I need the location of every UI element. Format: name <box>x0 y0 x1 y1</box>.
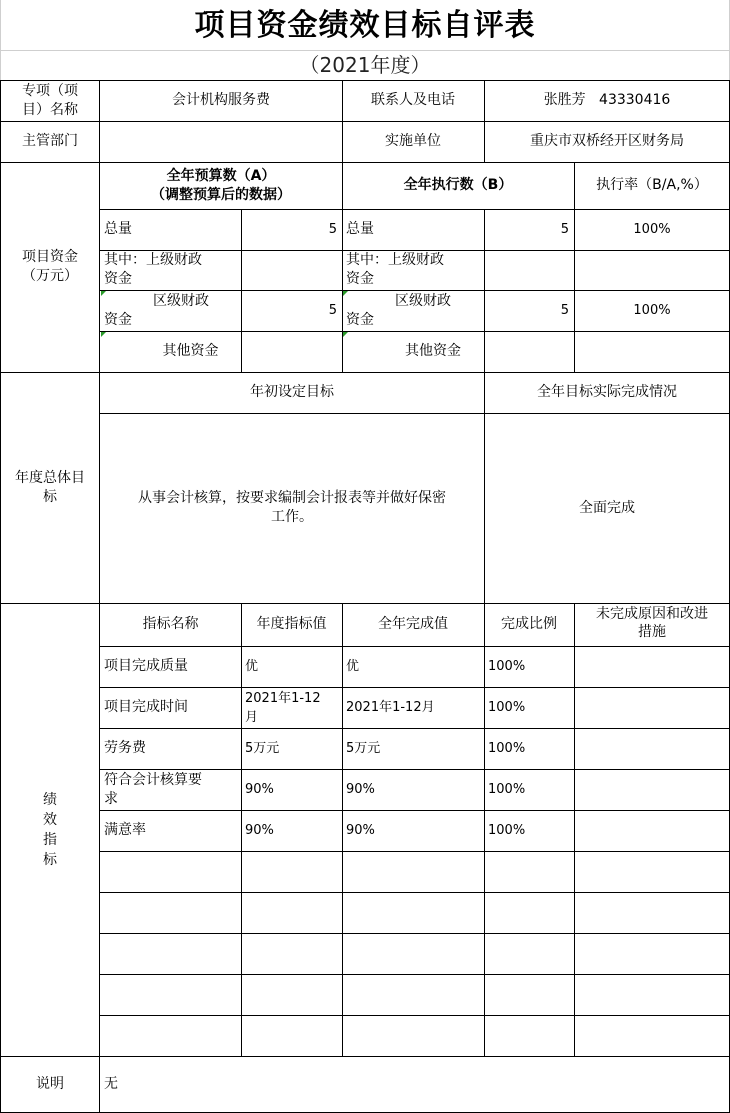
indicator-name: 劳务费 <box>104 740 146 756</box>
indicator-name <box>100 933 241 974</box>
budget-upper-value <box>241 250 342 290</box>
indicator-reason <box>574 810 730 851</box>
page-title: 项目资金绩效目标自评表 <box>194 7 536 43</box>
budget-other-value <box>241 331 342 372</box>
rate-header: 执行率（B/A,%） <box>596 177 708 193</box>
indicator-name: 符合会计核算要 求 <box>104 771 202 807</box>
indicator-name: 满意率 <box>104 822 146 838</box>
goals-set-header: 年初设定目标 <box>250 384 334 400</box>
budget-total-value: 5 <box>328 222 337 237</box>
year-label: （2021年度） <box>299 52 431 77</box>
budget-total-label: 总量 <box>104 221 132 237</box>
indicator-ratio <box>484 851 574 892</box>
indicator-actual <box>342 851 484 892</box>
funds-section-label: 项目资金 （万元） <box>22 249 78 284</box>
indicator-target <box>241 1015 342 1056</box>
indicator-actual: 优 <box>346 659 360 674</box>
indicator-name <box>100 892 241 933</box>
indicator-header-actual: 全年完成值 <box>378 616 448 632</box>
rate-total-value: 100% <box>633 222 671 237</box>
indicator-target: 5万元 <box>245 741 280 756</box>
budget-district-value: 5 <box>328 303 337 318</box>
rate-district-value: 100% <box>633 303 671 318</box>
indicator-ratio: 100% <box>488 659 526 674</box>
dept-value <box>100 121 342 162</box>
indicator-actual <box>342 1015 484 1056</box>
exec-total-value: 5 <box>560 222 569 237</box>
indicator-name: 项目完成时间 <box>104 699 188 715</box>
exec-district-value: 5 <box>560 303 569 318</box>
indicator-reason <box>574 1015 730 1056</box>
indicator-actual <box>342 892 484 933</box>
indicator-header-name: 指标名称 <box>142 616 199 632</box>
notes-label: 说明 <box>36 1075 64 1092</box>
exec-header: 全年执行数（B） <box>403 177 513 193</box>
indicator-target <box>241 851 342 892</box>
exec-district-label: 区级财政 资金 <box>346 292 451 328</box>
indicator-reason <box>574 728 730 769</box>
indicator-ratio <box>484 892 574 933</box>
exec-other-value <box>484 331 574 372</box>
rate-other-value <box>574 331 730 372</box>
project-name-label: 专项（项 目）名称 <box>22 82 78 118</box>
indicator-actual <box>342 933 484 974</box>
exec-upper-label: 其中：上级财政 资金 <box>346 252 444 287</box>
indicator-target: 2021年1-12 月 <box>245 690 321 725</box>
indicator-reason <box>574 933 730 974</box>
goals-set-text: 从事会计核算，按要求编制会计报表等并做好保密 工作。 <box>138 490 446 525</box>
budget-district-label: 区级财政 资金 <box>104 292 209 328</box>
indicator-target <box>241 892 342 933</box>
unit-label: 实施单位 <box>385 133 441 149</box>
indicator-ratio <box>484 1015 574 1056</box>
project-name-value: 会计机构服务费 <box>172 92 270 108</box>
indicator-ratio <box>484 974 574 1015</box>
indicator-ratio <box>484 933 574 974</box>
goals-section-label: 年度总体目 标 <box>15 469 85 505</box>
indicator-ratio: 100% <box>488 823 526 838</box>
indicator-ratio: 100% <box>488 700 526 715</box>
goals-actual-header: 全年目标实际完成情况 <box>537 384 677 400</box>
indicator-ratio: 100% <box>488 782 526 797</box>
exec-upper-value <box>484 250 574 290</box>
indicator-reason <box>574 687 730 728</box>
indicator-target <box>241 974 342 1015</box>
unit-value: 重庆市双桥经开区财务局 <box>530 133 684 149</box>
indicator-header-reason: 未完成原因和改进 措施 <box>596 606 708 640</box>
contact-label: 联系人及电话 <box>371 92 455 108</box>
notes-value: 无 <box>104 1075 118 1092</box>
indicator-actual: 2021年1-12月 <box>346 700 435 715</box>
rate-upper-value <box>574 250 730 290</box>
budget-header: 全年预算数（A） （调整预算后的数据） <box>151 167 291 203</box>
indicator-reason <box>574 974 730 1015</box>
contact-value: 张胜芳 43330416 <box>543 92 671 108</box>
indicator-name: 项目完成质量 <box>104 658 188 674</box>
indicator-target: 90% <box>245 823 274 838</box>
indicator-actual <box>342 974 484 1015</box>
indicator-actual: 90% <box>346 823 375 838</box>
indicator-target: 90% <box>245 782 274 797</box>
indicator-reason <box>574 851 730 892</box>
dept-label: 主管部门 <box>22 133 78 149</box>
exec-other-label: 其他资金 <box>405 343 461 359</box>
indicator-reason <box>574 892 730 933</box>
exec-total-label: 总量 <box>346 221 374 237</box>
indicator-ratio: 100% <box>488 741 526 756</box>
indicator-header-target: 年度指标值 <box>256 616 327 632</box>
indicator-target <box>241 933 342 974</box>
indicator-name <box>100 1015 241 1056</box>
indicator-header-ratio: 完成比例 <box>501 616 557 632</box>
budget-other-label: 其他资金 <box>162 343 219 359</box>
indicator-reason <box>574 646 730 687</box>
budget-upper-label: 其中：上级财政 资金 <box>104 252 202 287</box>
indicator-name <box>100 974 241 1015</box>
indicator-name <box>100 851 241 892</box>
indicator-actual: 90% <box>346 782 375 797</box>
goals-actual-text: 全面完成 <box>579 499 635 516</box>
indicators-section-label: 绩 效 指 标 <box>43 791 57 868</box>
indicator-reason <box>574 769 730 810</box>
indicator-actual: 5万元 <box>346 741 381 756</box>
indicator-target: 优 <box>245 659 259 674</box>
